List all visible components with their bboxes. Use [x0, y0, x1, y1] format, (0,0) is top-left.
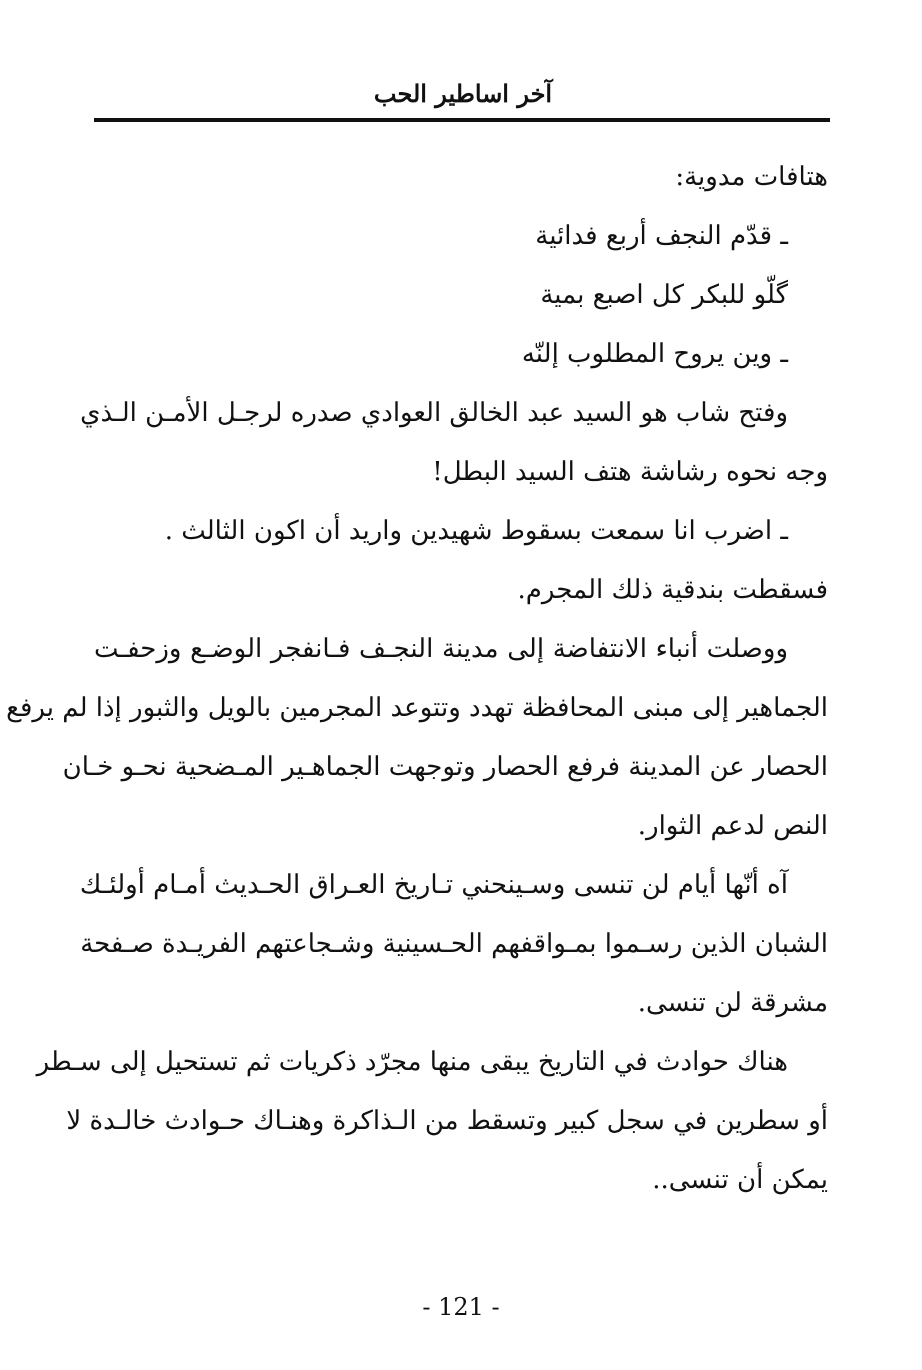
- text-line: فسقطت بندقية ذلك المجرم.: [517, 575, 828, 605]
- text-line: هناك حوادث في التاريخ يبقى منها مجرّد ذكريات ثم تستحيل إلى سـطر: [36, 1047, 788, 1077]
- page-number: - 121 -: [422, 1293, 500, 1321]
- text-line: آه أنّها أيام لن تنسى وسـينحني تـاريخ العـراق الحـديث أمـام أولئـك: [79, 870, 788, 900]
- text-line: أو سطرين في سجل كبير وتسقط من الـذاكرة وهنـاك حـوادث خالـدة لا: [66, 1106, 828, 1136]
- text-line: ـ اضرب انا سمعت بسقوط شهيدين واريد أن اكون الثالث .: [164, 516, 788, 546]
- running-title: آخر اساطير الحب: [373, 79, 553, 108]
- text-line: ووصلت أنباء الانتفاضة إلى مدينة النجـف فـانفجر الوضـع وزحفـت: [94, 634, 788, 664]
- text-line: هتافات مدوية:: [675, 162, 828, 192]
- header-rule: [94, 118, 830, 122]
- text-line: الشبان الذين رسـموا بمـواقفهم الحـسينية وشـجاعتهم الفريـدة صـفحة: [80, 929, 828, 959]
- text-line: الجماهير إلى مبنى المحافظة تهدد وتتوعد المجرمين بالويل والثبور إذا لم يرفع: [6, 693, 828, 723]
- body-text: [6, 148, 828, 1210]
- text-line: وفتح شاب هو السيد عبد الخالق العوادي صدره لرجـل الأمـن الـذي: [80, 398, 788, 428]
- text-line: الحصار عن المدينة فرفع الحصار وتوجهت الجماهـير المـضحية نحـو خـان: [62, 752, 828, 782]
- text-line: يمكن أن تنسى..: [652, 1165, 828, 1195]
- verse-line: گلّو للبكر كل اصبع بمية: [540, 280, 788, 310]
- verse-line: ـ وين يروح المطلوب إلنّه: [521, 339, 788, 369]
- text-line: مشرقة لن تنسى.: [637, 988, 828, 1018]
- text-line: النص لدعم الثوار.: [637, 811, 828, 841]
- text-line: وجه نحوه رشاشة هتف السيد البطل!: [432, 457, 828, 487]
- verse-line: ـ قدّم النجف أربع فدائية: [535, 221, 788, 251]
